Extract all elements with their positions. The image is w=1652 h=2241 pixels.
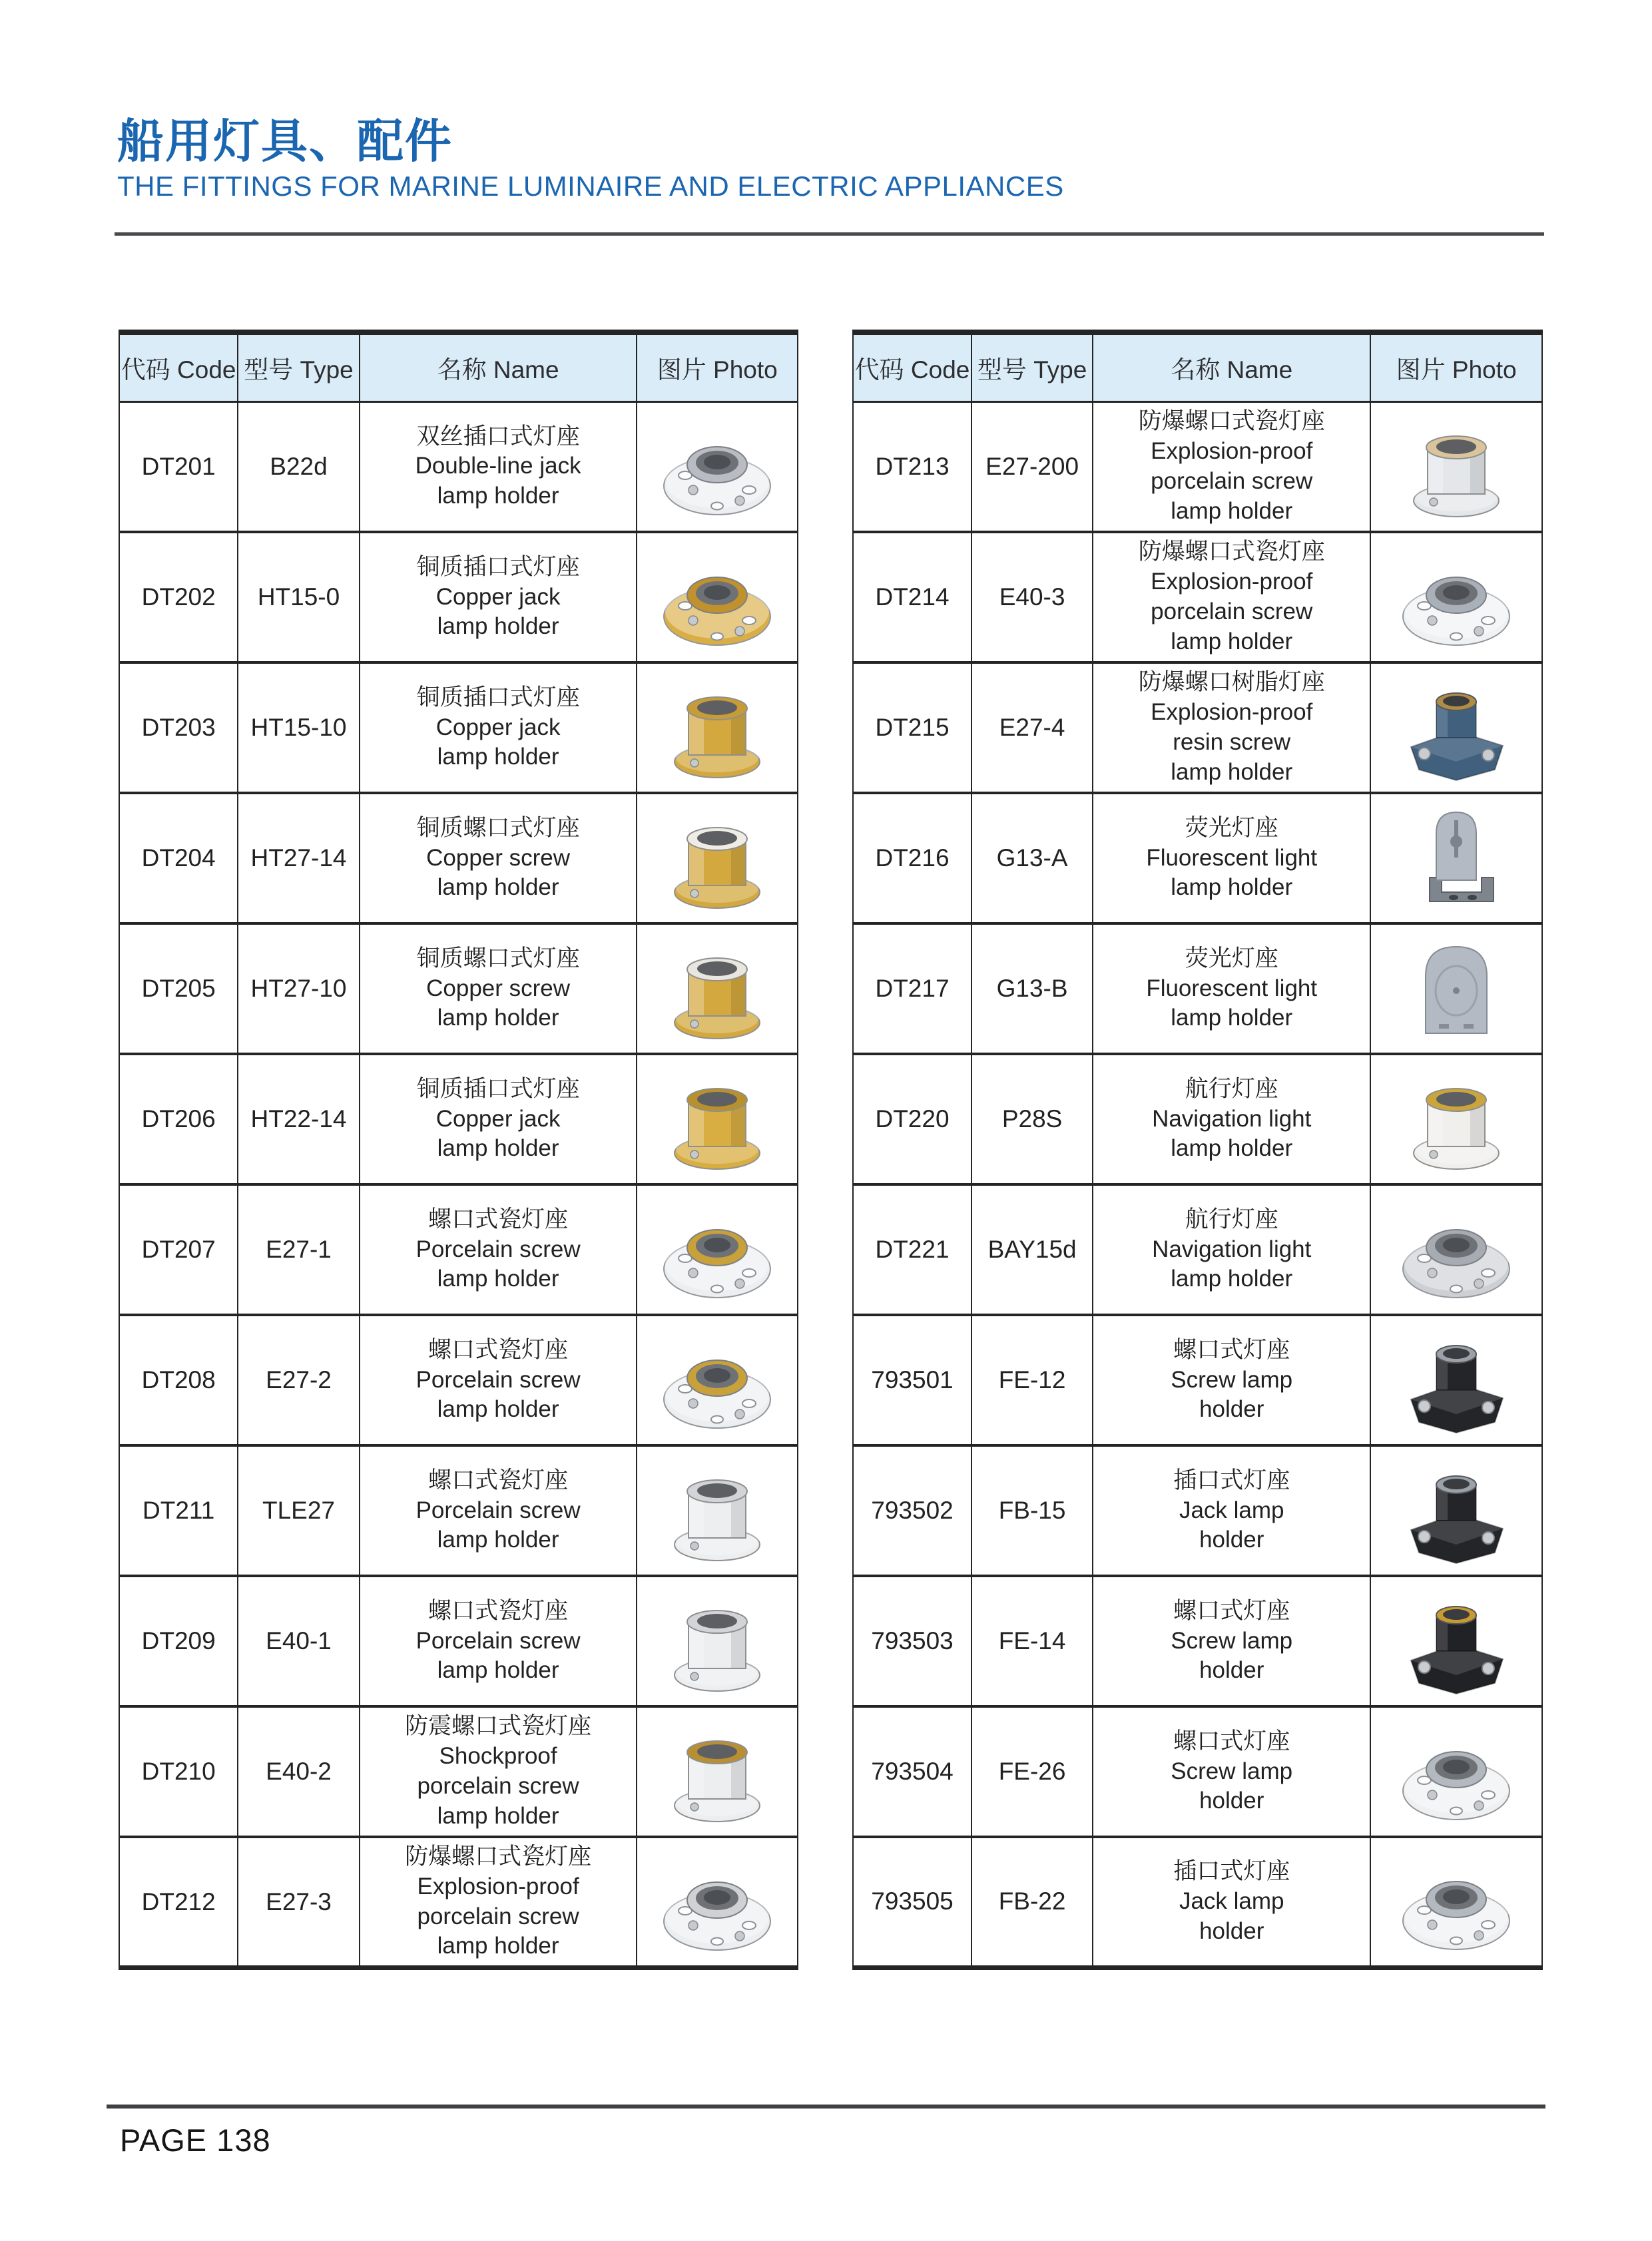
product-photo [1390, 407, 1523, 526]
product-name-line: lamp holder [437, 744, 559, 770]
product-name-line: 航行灯座 [1185, 1206, 1278, 1232]
product-name [360, 793, 637, 923]
product-name-line: Explosion-proof [1151, 569, 1313, 595]
product-photo-cell [637, 1837, 798, 1968]
product-type: HT15-0 [238, 532, 359, 662]
product-name-line: lamp holder [437, 1657, 559, 1684]
product-name-line: lamp holder [437, 1802, 559, 1829]
product-photo-cell [1370, 1576, 1542, 1706]
table-row [853, 532, 1542, 662]
product-code: DT205 [119, 923, 238, 1054]
product-name [360, 1445, 637, 1576]
header-row [853, 332, 1542, 401]
product-photo-cell [1370, 1706, 1542, 1837]
product-code: DT207 [119, 1184, 238, 1315]
product-type: HT15-10 [238, 662, 359, 793]
product-name-line: Navigation light [1152, 1105, 1312, 1132]
product-name-line: 铜质插口式灯座 [416, 1075, 580, 1102]
product-type: HT22-14 [238, 1054, 359, 1184]
product-type: BAY15d [971, 1184, 1093, 1315]
product-type: G13-B [971, 923, 1093, 1054]
column-header-3: 图片 Photo [637, 332, 798, 401]
product-name [1093, 1445, 1370, 1576]
product-photo [1390, 1060, 1523, 1178]
product-name-line: Jack lamp [1179, 1497, 1284, 1523]
product-photo [1390, 1321, 1523, 1439]
product-code: DT215 [853, 662, 971, 793]
column-header-0: 代码 Code [119, 332, 238, 401]
product-code: DT204 [119, 793, 238, 923]
product-photo-cell [1370, 923, 1542, 1054]
product-name-line: Copper jack [435, 583, 561, 610]
fittings-table-right [852, 330, 1543, 1970]
product-type: E27-2 [238, 1315, 359, 1445]
product-name [1093, 401, 1370, 532]
product-name-line: Porcelain screw [415, 1627, 581, 1654]
product-name-line: porcelain screw [1151, 599, 1313, 624]
table-row [853, 401, 1542, 532]
product-photo-cell [637, 1054, 798, 1184]
table-row [119, 923, 798, 1054]
product-name-line: lamp holder [437, 1396, 559, 1423]
product-type: TLE27 [238, 1445, 359, 1576]
product-name [1093, 1706, 1370, 1837]
product-photo-cell [1370, 1837, 1542, 1967]
product-name-line: 插口式灯座 [1173, 1858, 1290, 1885]
product-name-line: Double-line jack [415, 453, 581, 479]
product-name-line: 荧光灯座 [1185, 945, 1278, 971]
table-row [119, 793, 798, 923]
product-name-line: Shockproof [439, 1743, 557, 1770]
product-name-line: 航行灯座 [1185, 1075, 1278, 1102]
table-row [119, 1706, 798, 1837]
product-name [1093, 1315, 1370, 1445]
product-name-line: 铜质插口式灯座 [416, 684, 580, 710]
column-header-0: 代码 Code [853, 332, 971, 401]
product-name-line: lamp holder [1171, 1005, 1293, 1031]
product-name [1093, 793, 1370, 923]
product-name-line: lamp holder [1171, 1135, 1293, 1162]
product-name-line: 插口式灯座 [1173, 1467, 1290, 1493]
fittings-table-left [119, 330, 798, 1970]
product-photo [651, 1712, 784, 1831]
page-title-english: THE FITTINGS FOR MARINE LUMINAIRE AND ELECTRIC APPLIANCES [117, 170, 1064, 202]
product-name-line: lamp holder [437, 874, 559, 901]
product-type: FE-26 [971, 1706, 1093, 1837]
product-photo [1390, 538, 1523, 656]
table-row [853, 923, 1542, 1054]
product-name-line: 螺口式瓷灯座 [428, 1206, 569, 1232]
product-name-line: 铜质螺口式灯座 [416, 814, 580, 841]
product-photo-cell [637, 1445, 798, 1576]
product-name-line: holder [1199, 1657, 1264, 1684]
product-code: DT209 [119, 1576, 238, 1706]
product-name-line: Copper jack [435, 714, 561, 740]
product-name-line: Porcelain screw [415, 1366, 581, 1393]
product-name [360, 1706, 637, 1837]
product-name-line: Copper jack [435, 1105, 561, 1132]
table-row [853, 793, 1542, 923]
product-type: E27-200 [971, 401, 1093, 532]
product-code: 793501 [853, 1315, 971, 1445]
product-photo-cell [637, 923, 798, 1054]
product-name-line: holder [1199, 1917, 1264, 1944]
product-name [360, 923, 637, 1054]
product-photo-cell [637, 401, 798, 532]
product-name-line: Fluorescent light [1146, 975, 1318, 1001]
product-name-line: Copper screw [426, 844, 571, 871]
product-name-line: lamp holder [437, 1135, 559, 1162]
product-code: DT203 [119, 662, 238, 793]
product-photo-cell [637, 793, 798, 923]
product-type: FB-15 [971, 1445, 1093, 1576]
header-divider [115, 232, 1544, 236]
product-code: 793504 [853, 1706, 971, 1837]
product-photo [651, 1060, 784, 1178]
column-header-1: 型号 Type [238, 332, 359, 401]
product-photo [651, 538, 784, 656]
product-name-line: porcelain screw [1151, 467, 1313, 494]
product-name-line: 防爆螺口式瓷灯座 [405, 1844, 592, 1869]
product-name-line: holder [1199, 1527, 1264, 1553]
product-photo [1390, 799, 1523, 917]
product-type: HT27-14 [238, 793, 359, 923]
product-name-line: 防爆螺口树脂灯座 [1138, 669, 1325, 696]
table-row [119, 1184, 798, 1315]
product-code: DT220 [853, 1054, 971, 1184]
product-code: DT221 [853, 1184, 971, 1315]
product-name-line: 螺口式灯座 [1173, 1728, 1290, 1754]
product-photo-cell [637, 532, 798, 662]
product-name-line: 双丝插口式灯座 [416, 423, 580, 449]
product-photo [651, 407, 784, 526]
product-name-line: 螺口式灯座 [1173, 1597, 1290, 1624]
product-name-line: lamp holder [437, 483, 559, 509]
product-photo-cell [1370, 662, 1542, 793]
product-name [360, 1576, 637, 1706]
column-header-3: 图片 Photo [1370, 332, 1542, 401]
product-name-line: 荧光灯座 [1185, 814, 1278, 841]
product-type: FE-12 [971, 1315, 1093, 1445]
product-name [1093, 923, 1370, 1054]
product-code: DT201 [141, 452, 216, 480]
product-type: G13-A [971, 793, 1093, 923]
product-photo [651, 1582, 784, 1700]
table-row [119, 1054, 798, 1184]
product-code: DT214 [853, 532, 971, 662]
product-name-line: Porcelain screw [415, 1236, 581, 1262]
product-photo-cell [1370, 401, 1542, 532]
product-name [360, 401, 637, 532]
product-name-line: Explosion-proof [1151, 699, 1313, 726]
product-photo-cell [637, 1315, 798, 1445]
product-name-line: lamp holder [1171, 628, 1293, 654]
product-name [360, 1184, 637, 1315]
table-row [853, 1054, 1542, 1184]
product-photo-cell [1370, 793, 1542, 923]
product-code: 793505 [853, 1837, 971, 1967]
product-name-line: lamp holder [437, 1933, 559, 1959]
product-type: FE-14 [971, 1576, 1093, 1706]
product-name-line: lamp holder [1171, 758, 1293, 785]
product-photo-cell [1370, 532, 1542, 662]
product-photo [651, 929, 784, 1048]
product-name-line: Porcelain screw [415, 1497, 581, 1523]
product-type: HT27-10 [238, 923, 359, 1054]
product-photo [651, 668, 784, 787]
product-name [1093, 1576, 1370, 1706]
product-name-line: lamp holder [1171, 874, 1293, 901]
product-name-line: Jack lamp [1179, 1887, 1284, 1914]
product-name-line: Fluorescent light [1146, 844, 1318, 871]
product-name-line: lamp holder [1171, 497, 1293, 524]
product-name-line: 螺口式瓷灯座 [428, 1467, 569, 1493]
product-photo [651, 1451, 784, 1570]
product-photo-cell [637, 1706, 798, 1837]
product-photo [1390, 1842, 1523, 1961]
product-type: E27-1 [238, 1184, 359, 1315]
product-name-line: holder [1199, 1788, 1264, 1814]
table-row [853, 1315, 1542, 1445]
product-name-line: resin screw [1173, 729, 1291, 755]
product-name-line: Screw lamp [1171, 1366, 1293, 1393]
product-photo-cell [637, 662, 798, 793]
product-photo-cell [637, 1576, 798, 1706]
product-photo [1390, 1712, 1523, 1831]
product-photo [651, 1190, 784, 1309]
product-type: E40-3 [971, 532, 1093, 662]
product-photo [1390, 1190, 1523, 1309]
product-type: B22d [238, 401, 359, 532]
product-name [1093, 1054, 1370, 1184]
table-row [119, 1445, 798, 1576]
product-code: DT210 [119, 1706, 238, 1837]
product-name [1093, 532, 1370, 662]
footer-divider [107, 2105, 1545, 2109]
product-code: DT206 [119, 1054, 238, 1184]
product-name-line: Explosion-proof [1151, 437, 1313, 464]
product-photo [651, 1843, 784, 1961]
product-code: DT213 [875, 452, 950, 480]
product-name [360, 532, 637, 662]
product-name-line: holder [1199, 1396, 1264, 1423]
product-name [1093, 1184, 1370, 1315]
product-name-line: 防爆螺口式瓷灯座 [1138, 408, 1325, 435]
product-code: DT208 [119, 1315, 238, 1445]
product-name-line: lamp holder [437, 613, 559, 640]
table-row [119, 401, 798, 532]
product-name-line: porcelain screw [417, 1773, 579, 1799]
product-code: DT212 [119, 1837, 238, 1968]
product-type: E40-1 [238, 1576, 359, 1706]
column-header-2: 名称 Name [360, 332, 637, 401]
table-row [853, 1837, 1542, 1967]
product-code: 793502 [853, 1445, 971, 1576]
product-code: DT217 [853, 923, 971, 1054]
product-name [1093, 662, 1370, 793]
product-name-line: 铜质插口式灯座 [416, 553, 580, 580]
product-photo-cell [637, 1184, 798, 1315]
page-title-chinese: 船用灯具、配件 [117, 115, 453, 167]
product-type: E27-4 [971, 662, 1093, 793]
product-photo [1390, 1451, 1523, 1570]
product-type: FB-22 [971, 1837, 1093, 1967]
product-photo-cell [1370, 1054, 1542, 1184]
table-row [119, 1315, 798, 1445]
product-name [360, 1054, 637, 1184]
product-name-line: 防爆螺口式瓷灯座 [1138, 539, 1325, 565]
product-name-line: 螺口式灯座 [1173, 1336, 1290, 1363]
product-photo [1390, 929, 1523, 1048]
product-type: P28S [971, 1054, 1093, 1184]
product-name [360, 1315, 637, 1445]
table-row [119, 662, 798, 793]
product-name-line: 螺口式瓷灯座 [428, 1336, 569, 1363]
product-code: 793503 [853, 1576, 971, 1706]
product-name-line: Copper screw [426, 975, 571, 1001]
table-row [119, 1576, 798, 1706]
product-photo [651, 799, 784, 917]
product-name-line: porcelain screw [417, 1903, 579, 1929]
table-row [119, 532, 798, 662]
product-name-line: Explosion-proof [417, 1873, 579, 1899]
product-type: E27-3 [238, 1837, 359, 1968]
product-photo [651, 1321, 784, 1439]
table-row [853, 1184, 1542, 1315]
product-photo-cell [1370, 1184, 1542, 1315]
product-name-line: Navigation light [1152, 1236, 1312, 1262]
product-photo-cell [1370, 1315, 1542, 1445]
product-name-line: 螺口式瓷灯座 [428, 1597, 569, 1624]
column-header-2: 名称 Name [1093, 332, 1370, 401]
table-row [853, 1445, 1542, 1576]
table-row [853, 1576, 1542, 1706]
product-name-line: 铜质螺口式灯座 [416, 945, 580, 971]
product-type: E40-2 [238, 1706, 359, 1837]
table-row [853, 1706, 1542, 1837]
product-name [360, 1837, 637, 1968]
product-name-line: Screw lamp [1171, 1758, 1293, 1784]
product-name-line: lamp holder [1171, 1266, 1293, 1292]
product-name [1093, 1837, 1370, 1967]
column-header-1: 型号 Type [971, 332, 1093, 401]
header-row [119, 332, 798, 401]
product-name-line: Screw lamp [1171, 1627, 1293, 1654]
table-row [119, 1837, 798, 1968]
product-name-line: 防震螺口式瓷灯座 [405, 1713, 592, 1740]
product-photo [1390, 668, 1523, 787]
product-code: DT202 [119, 532, 238, 662]
product-photo-cell [1370, 1445, 1542, 1576]
product-name-line: lamp holder [437, 1527, 559, 1553]
product-photo [1390, 1582, 1523, 1700]
product-code: DT211 [119, 1445, 238, 1576]
product-name-line: lamp holder [437, 1266, 559, 1292]
product-code: DT216 [853, 793, 971, 923]
table-row [853, 662, 1542, 793]
page-number: PAGE 138 [120, 2122, 271, 2158]
product-name-line: lamp holder [437, 1005, 559, 1031]
product-name [360, 662, 637, 793]
